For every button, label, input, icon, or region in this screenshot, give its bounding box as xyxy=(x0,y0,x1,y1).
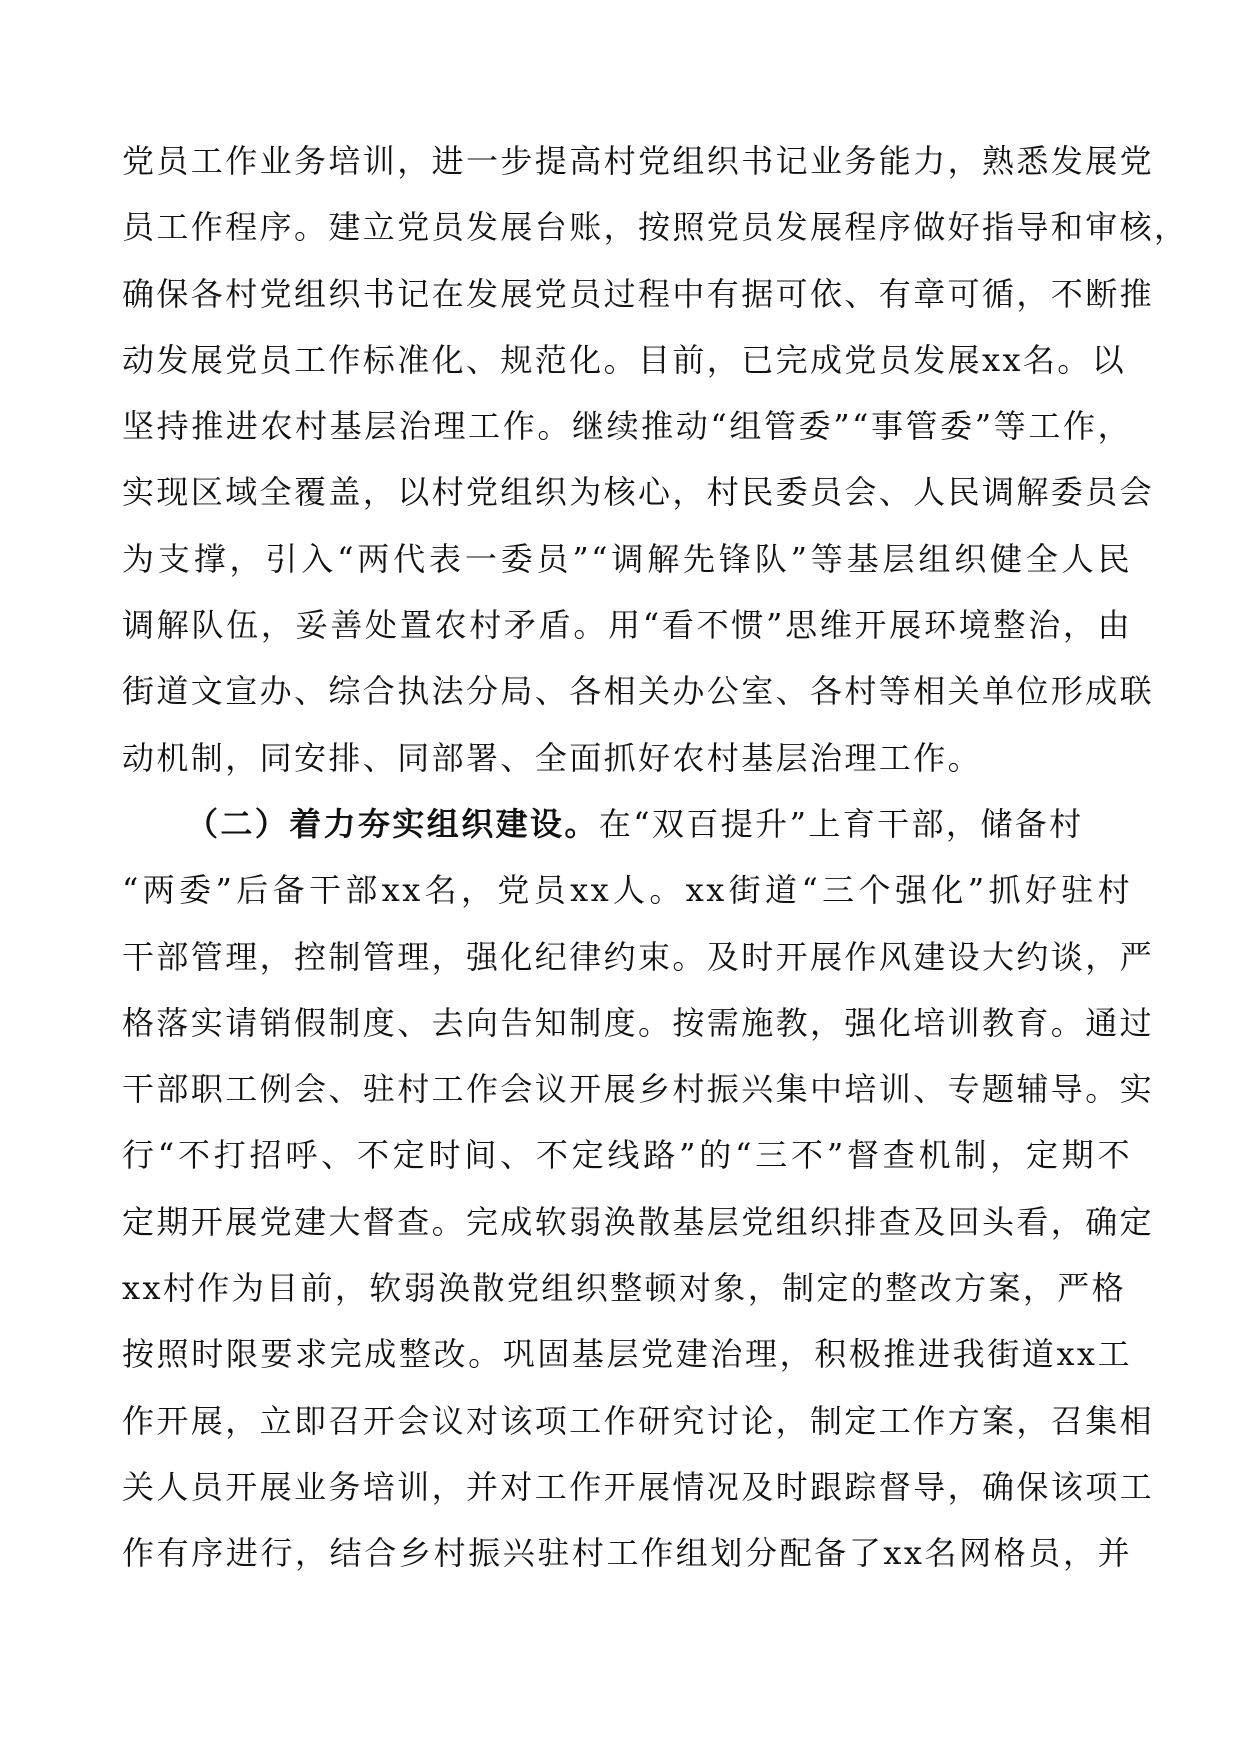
body-text xyxy=(122,128,1189,1587)
text-line: 员工作程序。建立党员发展台账，按照党员发展程序做好指导和审核， xyxy=(122,208,1189,247)
text-line: 定期开展党建大督查。完成软弱涣散基层党组织排查及回头看，确定 xyxy=(122,1202,1155,1241)
text-line: 按照时限要求完成整改。巩固基层党建治理，积极推进我街道xx工 xyxy=(122,1335,1132,1374)
text-line: 坚持推进农村基层治理工作。继续推动“组管委”“事管委”等工作， xyxy=(122,407,1132,446)
text-line: 行“不打招呼、不定时间、不定线路”的“三不”督查机制，定期不 xyxy=(122,1136,1132,1175)
text-line: 格落实请销假制度、去向告知制度。按需施教，强化培训教育。通过 xyxy=(122,1003,1155,1042)
paragraph-rural-governance xyxy=(122,128,1189,791)
text-line: 关人员开展业务培训，并对工作开展情况及时跟踪督导，确保该项工 xyxy=(122,1467,1155,1506)
text-line: 作有序进行，结合乡村振兴驻村工作组划分配备了xx名网格员，并 xyxy=(122,1534,1132,1573)
text-line: 作开展，立即召开会议对该项工作研究讨论，制定工作方案，召集相 xyxy=(122,1401,1155,1440)
text-line: 党员工作业务培训，进一步提高村党组织书记业务能力，熟悉发展党 xyxy=(122,142,1155,180)
text-line: 干部管理，控制管理，强化纪律约束。及时开展作风建设大约谈，严 xyxy=(122,937,1155,976)
text-line: xx村作为目前，软弱涣散党组织整顿对象，制定的整改方案，严格 xyxy=(122,1269,1127,1308)
text-line: 调解队伍，妥善处置农村矛盾。用“看不惯”思维开展环境整治，由 xyxy=(122,606,1132,645)
section-heading-rest: 在“双百提升”上育干部，储备村 xyxy=(598,804,1084,843)
text-line: 街道文宣办、综合执法分局、各相关办公室、各村等相关单位形成联 xyxy=(122,672,1155,711)
text-line: 动机制，同安排、同部署、全面抓好农村基层治理工作。 xyxy=(122,738,983,777)
section-heading-line xyxy=(122,791,1132,857)
text-line: 实现区域全覆盖，以村党组织为核心，村民委员会、人民调解委员会 xyxy=(122,473,1155,512)
paragraph-organization-building xyxy=(122,791,1155,1587)
text-line: 动发展党员工作标准化、规范化。目前，已完成党员发展xx名。以 xyxy=(122,340,1127,379)
text-line: 干部职工例会、驻村工作会议开展乡村振兴集中培训、专题辅导。实 xyxy=(122,1070,1155,1109)
text-line: 确保各村党组织书记在发展党员过程中有据可依、有章可循，不断推 xyxy=(122,274,1155,313)
section-heading: （二）着力夯实组织建设。 xyxy=(186,804,599,843)
text-line: 为支撑，引入“两代表一委员”“调解先锋队”等基层组织健全人民 xyxy=(122,539,1132,578)
text-line: “两委”后备干部xx名，党员xx人。xx街道“三个强化”抓好驻村 xyxy=(122,871,1132,910)
